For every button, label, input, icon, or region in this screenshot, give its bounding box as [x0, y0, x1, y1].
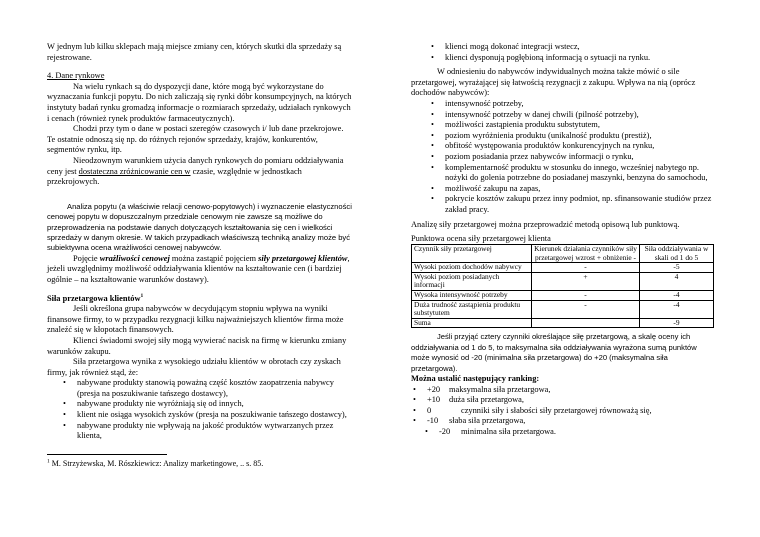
- list-item: • intensywność potrzeby,: [411, 99, 716, 110]
- footnote: $^1$ M. Strzyżewska, M. Rószkiewicz: Analizy marketingowe, .. s. 85.: [47, 458, 264, 468]
- list-item: • +10 duża siła przetargowa,: [411, 395, 716, 406]
- table-caption: Punktowa ocena siły przetargowej klienta: [411, 234, 551, 244]
- bargaining-reasons-list: [47, 378, 352, 442]
- list-item: • możliwość zakupu na zapas,: [411, 184, 716, 195]
- section-heading-sila-przetargowa: Siła przetargowa klientów$^1$: [47, 292, 144, 303]
- paragraph-bargaining-power-concept: Pojęcie wrażliwości cenowej można zastąpić pojęciem siły przetargowej klientów, jeżeli uwzględnimy możliwość oddziaływania klientów na kształtowanie cen (i bardziej ogólnie – na kształtowanie warunków dostawy).: [47, 253, 350, 284]
- paragraph-market-data: Na wielu rynkach są do dyspozycji dane, które mogą być wykorzystane do wyznaczania funkcji popytu. Do nich zaliczają się rynki dóbr konsumpcyjnych, na których instytuty badań rynku gromadzą informacje o rozmiarach sprzedaży, udziałach rynkowych i cenach (również rynek produktów farmaceutycznych).: [47, 81, 352, 123]
- intro-paragraph: W jednym lub kilku sklepach mają miejsce zmiany cen, których skutki dla sprzedaży są rejestrowane.: [47, 42, 342, 62]
- paragraph-time-series: Chodzi przy tym o dane w postaci szeregów czasowych i/ lub dane przekrojowe. Te ostatnie odnoszą się np. do różnych rejonów sprzedaży, krajów, konkurentów, segmentów rynku, itp.: [47, 124, 344, 155]
- list-item: • możliwości zastąpienia produktu substytutem,: [411, 120, 716, 131]
- paragraph-individual-buyers: W odniesieniu do nabywców indywidualnych można także mówić o sile przetargowej, wyrażającej się łatwością rezygnacji z zakupu. Wpływa na nią (oprócz dochodów nabywców):: [411, 67, 696, 98]
- list-item: • klienci mogą dokonać integracji wstecz,: [411, 42, 716, 53]
- table-row-sum: Suma -9: [412, 318, 714, 328]
- list-item: • -10 słaba siła przetargowa,: [411, 416, 716, 427]
- header-direction: Kierunek działania czynników siły przetargowej wzrost + obniżenie -: [532, 245, 640, 263]
- paragraph-customer-pressure: Klienci świadomi swojej siły mogą wywierać nacisk na firmę w kierunku zmiany warunków zakupu.: [47, 335, 347, 356]
- top-bullets-list: [411, 42, 716, 63]
- list-item: • komplementarność produktu w stosunku do innego, wcześniej nabytego np. nożyki do golenia potrzebne do posiadanej maszynki, benzyna do samochodu,: [411, 163, 716, 184]
- list-item: • intensywność potrzeby w danej chwili (pilność potrzeby),: [411, 110, 716, 121]
- header-force: Siła oddziaływania w skali od 1 do 5: [640, 245, 714, 263]
- paragraph-analysis-method: Analizę siły przetargowej można przeprowadzić metodą opisową lub punktową.: [411, 219, 680, 229]
- table-row: Duża trudność zastąpienia produktu substytutem - -4: [412, 300, 714, 318]
- factors-list: [411, 99, 716, 216]
- ranking-list: [411, 385, 716, 438]
- paragraph-demand-analysis: Analiza popytu (a właściwie relacji cenowo-popytowych) i wyznaczenie elastyczności cenowej popytu w dopuszczalnym przedziale cenowym nie zawsze są możliwe do przeprowadzenia na podstawie danych dotyczących kształtowania się cen i wielkości sprzedaży w danym okresie. W takich przypadkach właściwszą techniką analizy może być subiektywna ocena wrażliwości cenowej nabywców.: [47, 201, 352, 253]
- table-header-row: [412, 245, 714, 263]
- list-item: • poziom posiadania przez nabywców informacji o rynku,: [411, 152, 716, 163]
- list-item: • 0 czynniki siły i słabości siły przetargowej równoważą się,: [411, 406, 716, 417]
- list-item: • klienci dysponują pogłębioną informacją o sytuacji na rynku.: [411, 53, 716, 64]
- paragraph-score-range: Jeśli przyjąć cztery czynniki określające siłę przetargową, a skalę oceny ich oddziaływania od 1 do 5, to maksymalna siła oddziaływania wyrażona sumą punktów może wynosić od -20 (minimalna siła przetargowa) do +20 (maksymalna siła przetargowa).: [411, 332, 697, 373]
- paragraph-buyer-group: Jeśli określona grupa nabywców w decydującym stopniu wpływa na wyniki finansowe firmy, to w przypadku rezygnacji kilku najważniejszych klientów firma może znaleźć się w kłopotach finansowych.: [47, 304, 344, 335]
- bargaining-score-table: [411, 244, 714, 328]
- list-item: • obfitość występowania produktów konkurencyjnych na rynku,: [411, 141, 716, 152]
- table-row: Wysoki poziom dochodów nabywcy - -5: [412, 263, 714, 273]
- list-item: • pokrycie kosztów zakupu przez inny podmiot, np. sfinansowanie studiów przez zakład pracy.: [411, 194, 716, 215]
- section-heading-dane-rynkowe: 4. Dane rynkowe: [47, 71, 105, 81]
- header-factor: Czynnik siły przetargowej: [412, 245, 532, 263]
- ranking-heading: Można ustalić następujący ranking:: [411, 374, 540, 384]
- left-column: [47, 42, 352, 469]
- list-item: • nabywane produkty stanowią poważną część kosztów zaopatrzenia nabywcy (presja na poszukiwanie tańszego dostawcy),: [47, 378, 352, 399]
- list-item: • +20 maksymalna siła przetargowa,: [411, 385, 716, 396]
- paragraph-price-variation: Nieodzownym warunkiem użycia danych rynkowych do pomiaru oddziaływania ceny jest dostateczna zróżnicowanie cen w czasie, względnie w jednostkach przekrojowych.: [47, 155, 344, 187]
- list-item: • nabywane produkty nie wyróżniają się od innych,: [47, 399, 352, 410]
- list-item: • -20 minimalna siła przetargowa.: [411, 427, 716, 438]
- right-column: [411, 42, 716, 438]
- list-item: • klient nie osiąga wysokich zysków (presja na poszukiwanie tańszego dostawcy),: [47, 410, 352, 421]
- list-item: • nabywane produkty nie wpływają na jakość produktów wytwarzanych przez klienta,: [47, 421, 352, 442]
- table-row: Wysoki poziom posiadanych informacji + 4: [412, 272, 714, 290]
- list-item: • poziom wyróżnienia produktu (unikalność produktu (prestiż),: [411, 131, 716, 142]
- table-row: Wysoka intensywność potrzeby - -4: [412, 291, 714, 301]
- paragraph-power-source: Siła przetargowa wynika z wysokiego udziału klientów w obrotach czy zyskach firmy, jak również stąd, że:: [47, 357, 341, 377]
